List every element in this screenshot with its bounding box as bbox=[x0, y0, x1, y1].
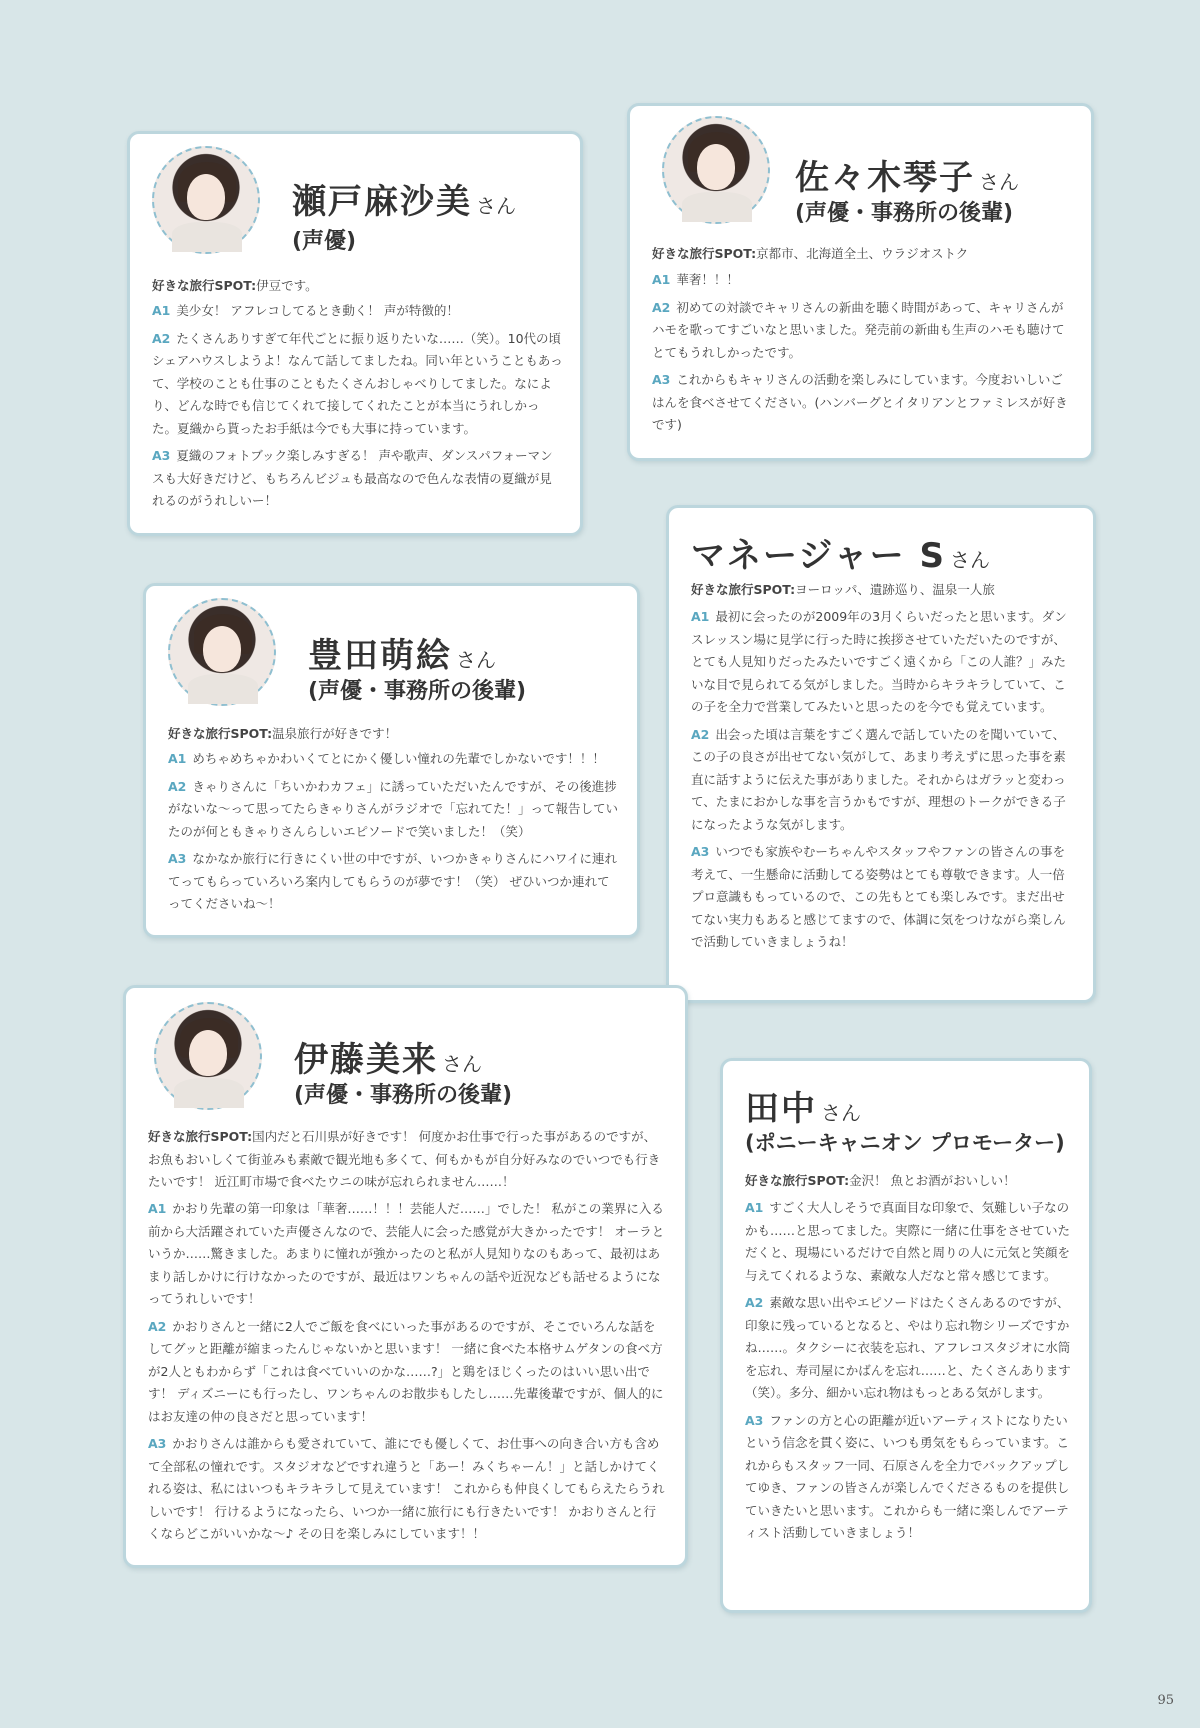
answer-3: A3 夏織のフォトブック楽しみすぎる！ 声や歌声、ダンスパフォーマンスも大好きだけど、もちろんビジュも最高なので色んな表情の夏織が見れるのがうれしいー！ bbox=[152, 448, 553, 508]
card-ito bbox=[123, 985, 688, 1568]
person-name: 瀬戸麻沙美 さん bbox=[292, 182, 516, 222]
travel-spot: 好きな旅行SPOT:温泉旅行が好きです！ bbox=[168, 726, 398, 741]
answer-3: A3 これからもキャリさんの活動を楽しみにしています。今度おいしいごはんを食べさせてください。(ハンバーグとイタリアンとファミレスが好きです) bbox=[652, 372, 1068, 432]
portrait-photo bbox=[662, 116, 770, 224]
answer-3: A3 いつでも家族やむーちゃんやスタッフやファンの皆さんの事を考えて、一生懸命に活動してる姿勢はとても尊敬できます。人一倍プロ意識ももっているので、この先もとても楽しみです。まだ出せてない実力もあると感じてますので、体調に気をつけながら楽しんで活動していきましょうね！ bbox=[691, 844, 1066, 949]
card-manager bbox=[666, 505, 1096, 1003]
qa-list bbox=[652, 269, 1072, 442]
answer-2: A2 初めての対談でキャリさんの新曲を聴く時間があって、キャリさんがハモを歌ってすごいなと思いました。発売前の新曲も生声のハモも聴けてとてもうれしかったです。 bbox=[652, 299, 1065, 360]
person-name: 佐々木琴子 さん bbox=[795, 158, 1019, 198]
portrait-photo bbox=[152, 146, 260, 254]
answer-1: A1 めちゃめちゃかわいくてとにかく優しい憧れの先輩でしかないです！！！ bbox=[168, 751, 605, 766]
travel-spot: 好きな旅行SPOT:金沢！ 魚とお酒がおいしい！ bbox=[745, 1173, 1016, 1188]
person-name: 田中 さん bbox=[745, 1089, 861, 1129]
person-name: マネージャー S さん bbox=[691, 536, 990, 576]
person-role: (声優) bbox=[292, 229, 357, 254]
qa-list bbox=[691, 606, 1077, 959]
answer-3: A3 なかなか旅行に行きにくい世の中ですが、いつかきゃりさんにハワイに連れてってもらっていろいろ案内してもらうのが夢です！（笑） ぜひいつか連れてってくださいね〜！ bbox=[168, 851, 618, 911]
travel-spot: 好きな旅行SPOT:ヨーロッパ、遺跡巡り、温泉一人旅 bbox=[691, 582, 995, 597]
card-sasaki bbox=[627, 103, 1094, 461]
card-toyoda bbox=[143, 583, 640, 938]
person-role: (ポニーキャニオン プロモーター) bbox=[745, 1131, 1065, 1155]
card-tanaka bbox=[720, 1058, 1092, 1613]
answer-2: A2 たくさんありすぎて年代ごとに振り返りたいな……（笑）。10代の頃シェアハウスしようよ！なんて話してましたね。同い年ということもあって、学校のことも仕事のこともたくさんおしゃべりしてました。なにより、どんな時でも信じてくれて接してくれたことが本当にうれしかった。夏織から貰ったお手紙は今でも大事に持っています。 bbox=[152, 330, 563, 436]
answer-1: A1 かおり先輩の第一印象は「華奢……！！！芸能人だ……」でした！ 私がこの業界に入る前から大活躍されていた声優さんなので、芸能人に会った感覚が大きかったです！ オーラというか……驚きました。あまりに憧れが強かったのと私が人見知りなのもあって、最初はあまり話しかけに行けなかったのですが、最近はワンちゃんの話や近況なども話せるようになってうれしいです！ bbox=[148, 1201, 665, 1306]
answer-1: A1 最初に会ったのが2009年の3月くらいだったと思います。ダンスレッスン場に見学に行った時に挨拶させていただいたのですが、とても人見知りだったみたいですごく遠くから「この人誰？」みたいな目で見られてる気がしました。当時からキラキラしていて、この子を全力で営業してみたいと思ったのを今でも覚えています。 bbox=[691, 609, 1067, 714]
person-name: 伊藤美来 さん bbox=[294, 1040, 482, 1080]
answer-3: A3 ファンの方と心の距離が近いアーティストになりたいという信念を貫く姿に、いつも勇気をもらっています。これからもスタッフ一同、石原さんを全力でバックアップしてゆき、ファンの皆さんが楽しんでくださるものを提供していきたいと思います。これからも一緒に楽しんでアーティスト活動していきましょう！ bbox=[745, 1412, 1070, 1540]
answer-2: A2 素敵な思い出やエピソードはたくさんあるのですが、印象に残っているとなると、やはり忘れ物シリーズですかね……。タクシーに衣装を忘れ、アフレコスタジオに水筒を忘れ、寿司屋にかばんを忘れ……と、たくさんあります（笑）。多分、細かい忘れ物はもっとある気がします。 bbox=[745, 1295, 1071, 1400]
travel-spot: 好きな旅行SPOT:国内だと石川県が好きです！ 何度かお仕事で行った事があるのですが、お魚もおいしくて街並みも素敵で観光地も多くて、何もかもが自分好みなのでいつでも行きたいです！ 近江町市場で食べたウニの味が忘れられません……！ bbox=[148, 1129, 661, 1189]
qa-list bbox=[745, 1197, 1073, 1550]
answer-3: A3 かおりさんは誰からも愛されていて、誰にでも優しくて、お仕事への向き合い方も含めて全部私の憧れです。スタジオなどですれ違うと「あー！みくちゃーん！」と話しかけてくれる姿は、私にはいつもキラキラして見えています！ これからも仲良くしてもらえたらうれしいです！ 行けるようになったら、いつか一緒に旅行にも行きたいです！ かおりさんと行くならどこがいいかな〜♪ その日を楽しみにしています！！ bbox=[148, 1436, 665, 1541]
answer-2: A2 出会った頃は言葉をすごく選んで話していたのを聞いていて、この子の良さが出せてない気がして、あまり考えずに思った事を素直に話すように伝えた事がありました。それからはガラッと変わって、たまにおかしな事を言うかもですが、理想のトークができる子になったような気がします。 bbox=[691, 726, 1066, 832]
person-role: (声優・事務所の後輩) bbox=[294, 1083, 513, 1108]
travel-spot: 好きな旅行SPOT:京都市、北海道全土、ウラジオストク bbox=[652, 246, 969, 261]
qa-list bbox=[148, 1198, 666, 1551]
qa-list bbox=[152, 300, 564, 518]
person-role: (声優・事務所の後輩) bbox=[308, 679, 527, 704]
portrait-photo bbox=[168, 598, 276, 706]
answer-1: A1 華奢！！！ bbox=[652, 272, 739, 287]
page-number: 95 bbox=[1157, 1693, 1174, 1708]
answer-1: A1 すごく大人しそうで真面目な印象で、気難しい子なのかも……と思ってました。実際に一緒に仕事をさせていただくと、現場にいるだけで自然と周りの人に元気と笑顔を与えてくれるような、素敵な人だなと常々感じてます。 bbox=[745, 1200, 1071, 1283]
answer-2: A2 きゃりさんに「ちいかわカフェ」に誘っていただいたんですが、その後進捗がないな〜って思ってたらきゃりさんがラジオで「忘れてた！」って報告していたのが何ともきゃりさんらしいエピソードで笑いました！（笑） bbox=[168, 778, 619, 839]
travel-spot: 好きな旅行SPOT:伊豆です。 bbox=[152, 278, 318, 293]
qa-list bbox=[168, 748, 620, 921]
portrait-photo bbox=[154, 1002, 262, 1110]
answer-2: A2 かおりさんと一緒に2人でご飯を食べにいった事があるのですが、そこでいろんな話をしてグッと距離が縮まったんじゃないかと思います！ 一緒に食べた本格サムゲタンの食べ方が2人ともわからず「これは食べていいのかな……?」と鶏をほじくったのはいい思い出です！ ディズニーにも行ったし、ワンちゃんのお散歩もしたし……先輩後輩ですが、個人的にはお友達の仲の良さだと思っています！ bbox=[148, 1318, 664, 1424]
person-name: 豊田萌絵 さん bbox=[308, 636, 496, 676]
answer-1: A1 美少女！ アフレコしてるとき動く！ 声が特徴的！ bbox=[152, 303, 459, 318]
person-role: (声優・事務所の後輩) bbox=[795, 201, 1014, 226]
card-seto bbox=[127, 131, 583, 536]
